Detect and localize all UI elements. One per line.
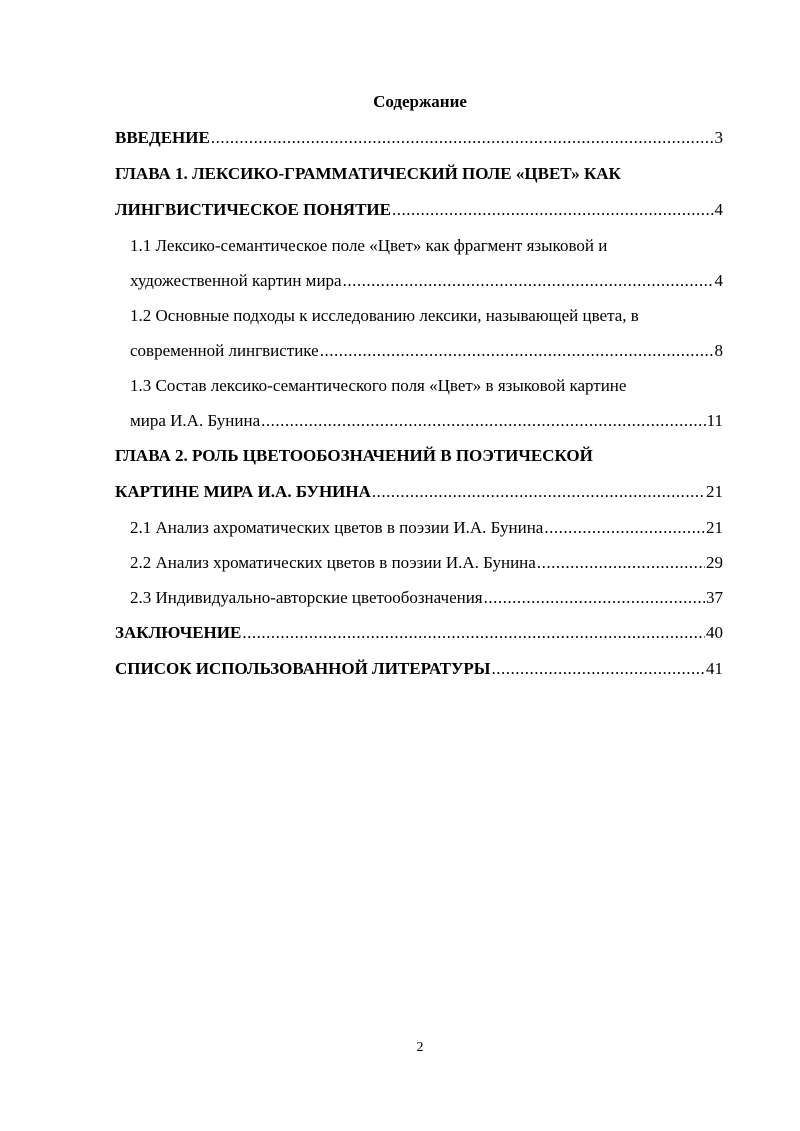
dot-leader [484, 580, 705, 615]
toc-entry-label: СПИСОК ИСПОЛЬЗОВАННОЙ ЛИТЕРАТУРЫ [115, 659, 491, 678]
toc-entry-section-1-1[interactable] [130, 228, 723, 298]
dot-leader [261, 403, 705, 438]
toc-entry-label: 2.3 Индивидуально-авторские цветообозначения [130, 588, 483, 607]
dot-leader [492, 651, 706, 687]
toc-entry-label: 2.1 Анализ ахроматических цветов в поэзии И.А. Бунина [130, 518, 544, 537]
toc-entry-section-1-2[interactable] [130, 298, 723, 368]
toc-entry-label-line2: мира И.А. Бунина [130, 411, 261, 430]
toc-entry-label-line1: 1.3 Состав лексико-семантического поля «Цвет» в языковой картине [130, 376, 627, 395]
dot-leader [320, 333, 714, 368]
toc-entry-page: 29 [706, 553, 723, 572]
toc-entry-page: 4 [714, 200, 723, 219]
toc-entry-section-2-3[interactable] [130, 580, 723, 615]
dot-leader [343, 263, 714, 298]
toc-entry-page: 8 [714, 341, 723, 360]
toc-entry-chapter-2[interactable] [115, 438, 723, 510]
toc-entry-page: 11 [706, 411, 723, 430]
toc-entry-label: 2.2 Анализ хроматических цветов в поэзии И.А. Бунина [130, 553, 536, 572]
toc-entry-label-line2: художественной картин мира [130, 271, 342, 290]
toc-entry-label: ВВЕДЕНИЕ [115, 128, 210, 147]
toc-entry-page: 3 [714, 128, 723, 147]
toc-entry-label: ЗАКЛЮЧЕНИЕ [115, 623, 242, 642]
toc-entry-introduction[interactable] [115, 120, 723, 156]
dot-leader [544, 510, 705, 545]
toc-entry-page: 21 [706, 482, 723, 501]
table-of-contents [115, 120, 723, 687]
toc-entry-label-line1: ГЛАВА 1. ЛЕКСИКО-ГРАММАТИЧЕСКИЙ ПОЛЕ «ЦВЕТ» КАК [115, 164, 621, 183]
toc-entry-page: 40 [706, 623, 723, 642]
toc-entry-section-2-2[interactable] [130, 545, 723, 580]
toc-entry-chapter-1[interactable] [115, 156, 723, 228]
toc-entry-page: 41 [706, 659, 723, 678]
toc-title: Содержание [373, 92, 467, 111]
dot-leader [537, 545, 705, 580]
toc-entry-bibliography[interactable] [115, 651, 723, 687]
page-number: 2 [416, 1040, 424, 1055]
dot-leader [211, 120, 714, 156]
toc-entry-section-2-1[interactable] [130, 510, 723, 545]
toc-entry-page: 4 [714, 271, 723, 290]
toc-entry-label-line1: 1.1 Лексико-семантическое поле «Цвет» как фрагмент языковой и [130, 236, 608, 255]
toc-entry-page: 21 [706, 518, 723, 537]
toc-entry-label-line2: современной лингвистике [130, 341, 319, 360]
toc-entry-label-line1: 1.2 Основные подходы к исследованию лексики, называющей цвета, в [130, 306, 639, 325]
dot-leader [242, 615, 705, 651]
dot-leader [392, 192, 714, 228]
toc-entry-label-line1: ГЛАВА 2. РОЛЬ ЦВЕТООБОЗНАЧЕНИЙ В ПОЭТИЧЕСКОЙ [115, 446, 593, 465]
toc-entry-label-line2: ЛИНГВИСТИЧЕСКОЕ ПОНЯТИЕ [115, 200, 391, 219]
toc-entry-label-line2: КАРТИНЕ МИРА И.А. БУНИНА [115, 482, 371, 501]
toc-entry-page: 37 [706, 588, 723, 607]
dot-leader [372, 474, 705, 510]
toc-entry-conclusion[interactable] [115, 615, 723, 651]
toc-entry-section-1-3[interactable] [130, 368, 723, 438]
